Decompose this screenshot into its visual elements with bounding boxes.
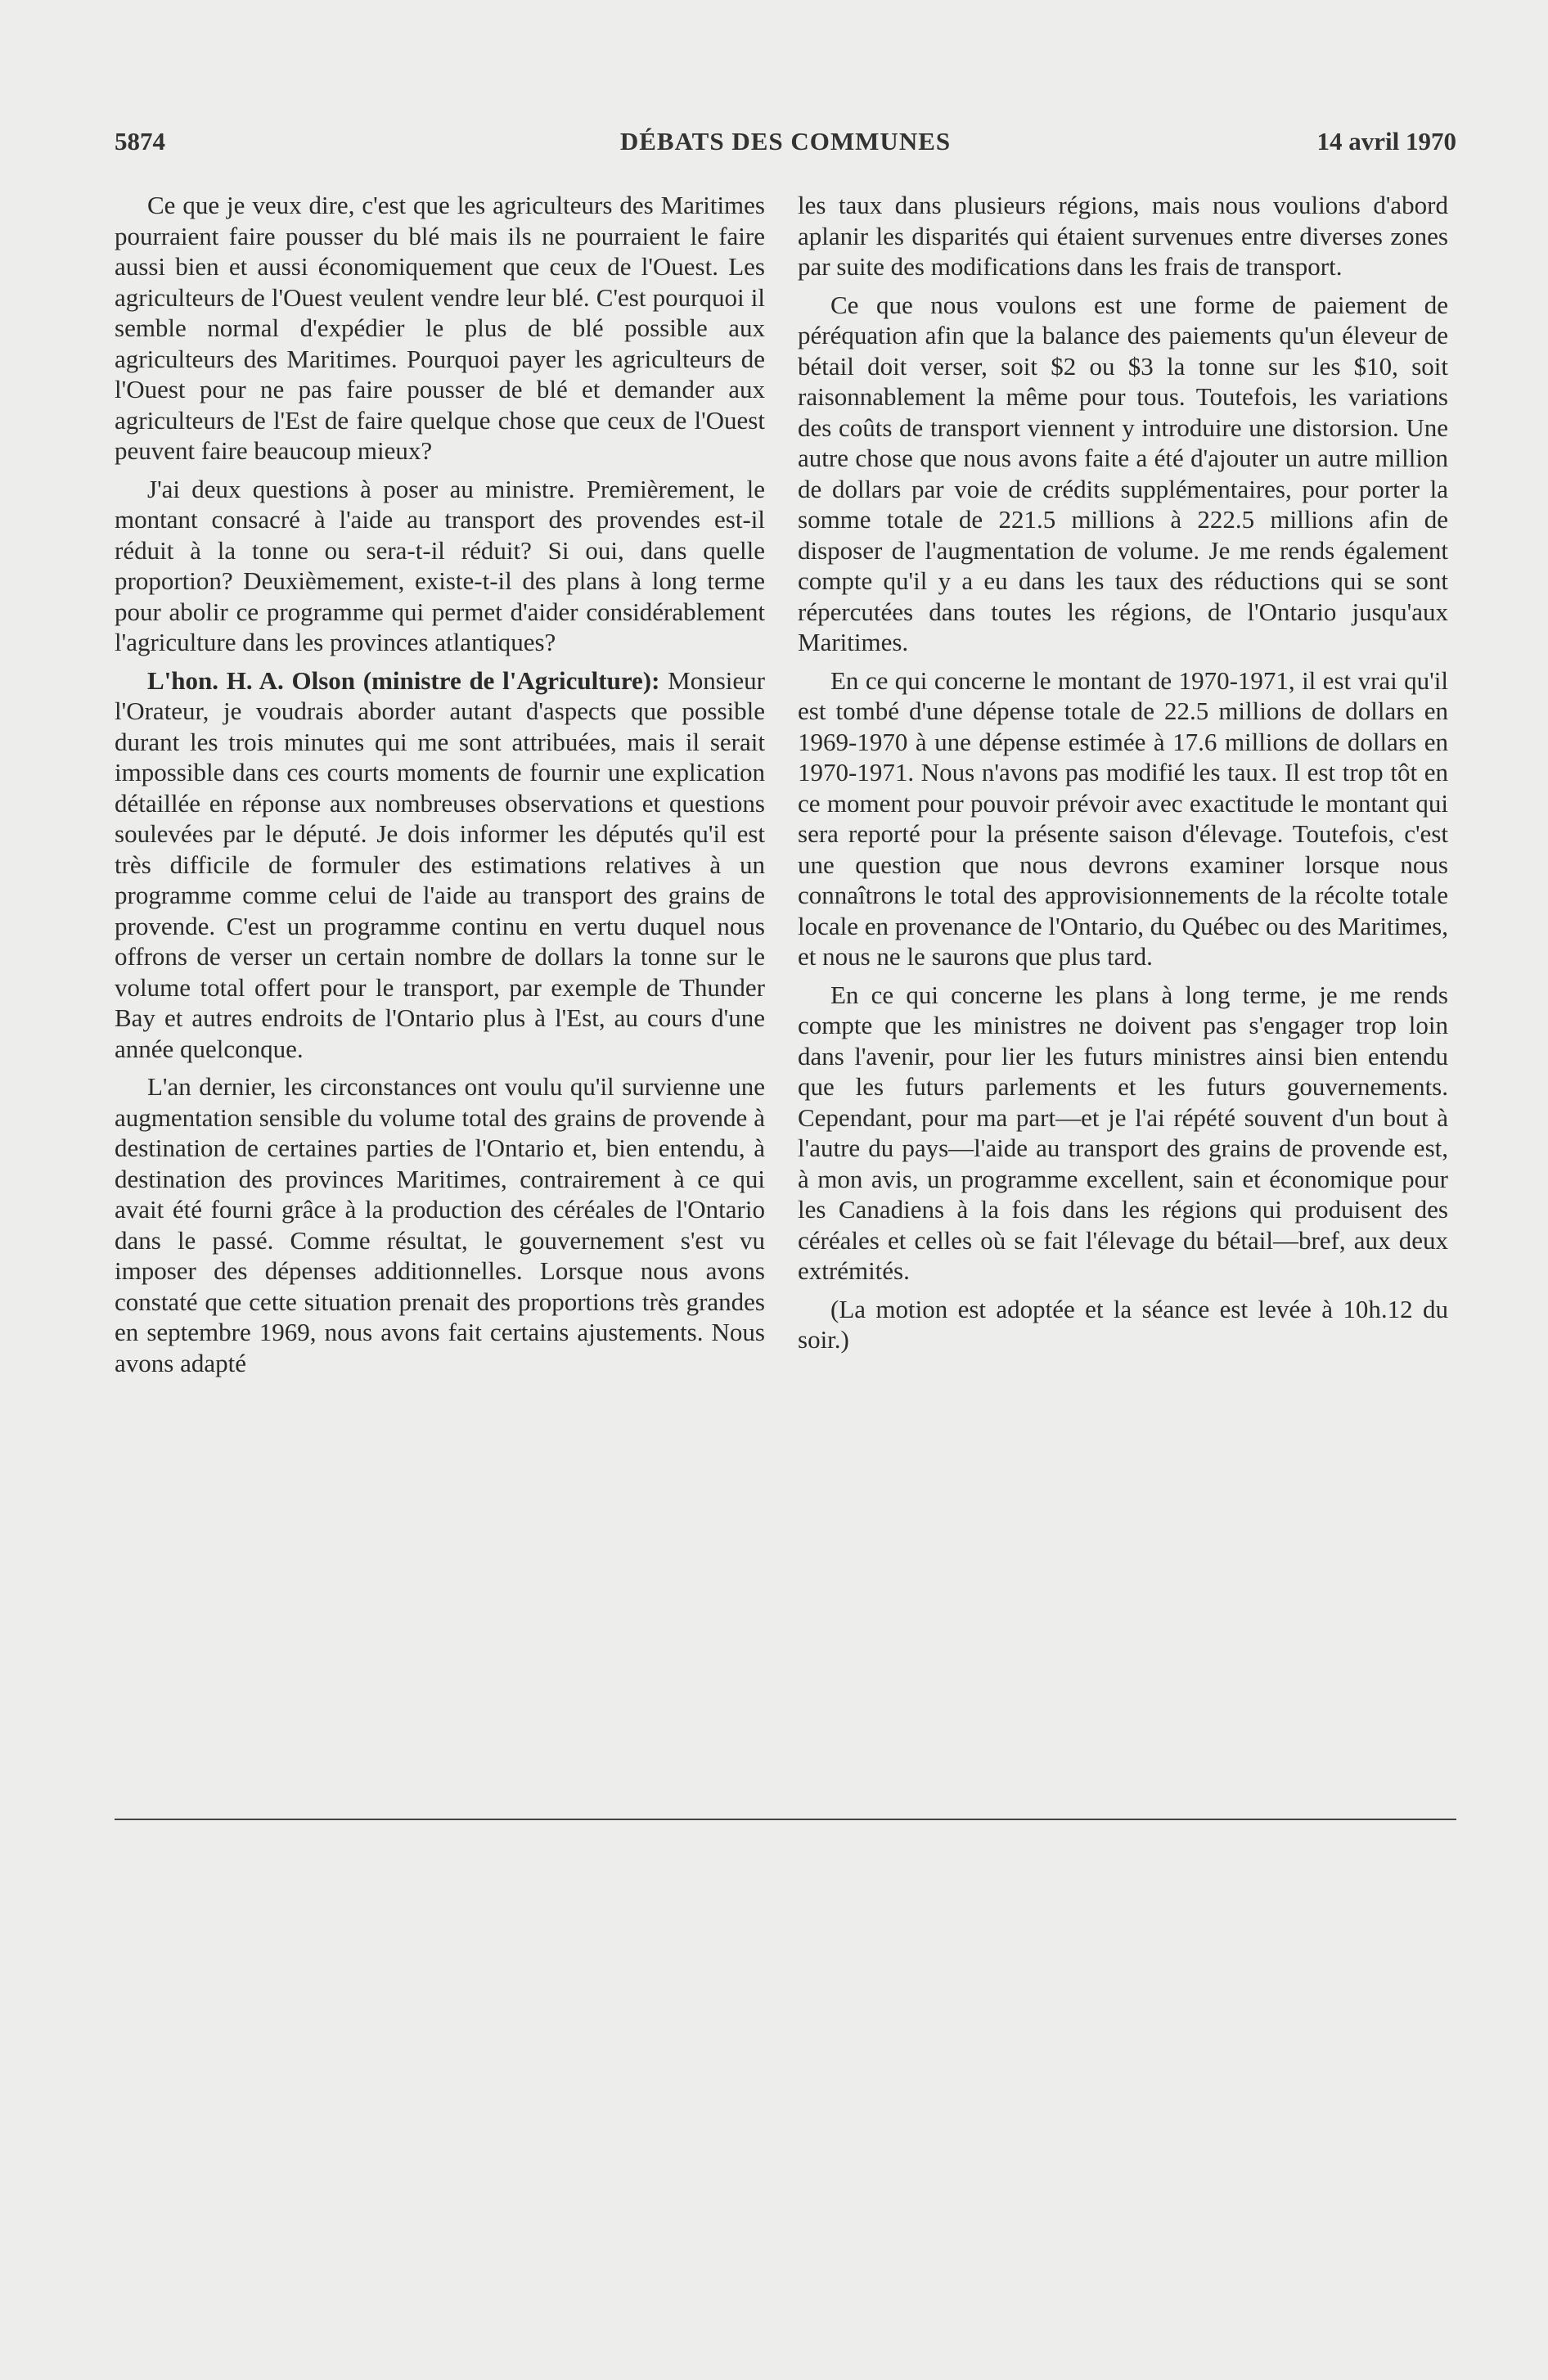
paragraph: Ce que nous voulons est une forme de paiement de péréquation afin que la balance des paiements qu'un éleveur de bétail doit verser, soit $2 ou $3 la tonne sur les $10, soit raisonnablement la même pour tous. Toutefois, les variations des coûts de transport viennent y introduire une distorsion. Une autre chose que nous avons faite a été d'ajouter un autre million de dollars par voie de crédits supplémentaires, pour porter la somme totale de 221.5 millions à 222.5 millions afin de disposer de l'augmentation de volume. Je me rends également compte qu'il y a eu dans les taux des réductions qui se sont répercutées dans toutes les régions, de l'Ontario jusqu'aux Maritimes. bbox=[798, 290, 1448, 656]
speaker-name: L'hon. H. A. Olson (ministre de l'Agriculture): bbox=[147, 665, 660, 695]
page-number: 5874 bbox=[115, 127, 165, 156]
speaker-text: Monsieur l'Orateur, je voudrais aborder autant d'aspects que possible durant les trois minutes qui me sont attribuées, mais il serait impossible dans ces courts moments de fournir une explication détaillée en réponse aux nombreuses observations et questions soulevées par le député. Je dois informer les députés qu'il est très difficile de formuler des estimations relatives à un programme comme celui de l'aide au transport des grains de provende. C'est un programme continu en vertu duquel nous offrons de verser un certain nombre de dollars la tonne sur le volume total offert pour le transport, par exemple de Thunder Bay et autres endroits de l'Ontario plus à l'Est, au cours d'une année quelconque. bbox=[115, 665, 765, 1063]
paragraph: L'an dernier, les circonstances ont voulu qu'il survienne une augmentation sensible du volume total des grains de provende à destination de certaines parties de l'Ontario et, bien entendu, à destination des provinces Maritimes, contrairement à ce qui avait été fourni grâce à la production des céréales de l'Ontario dans le passé. Comme résultat, le gouvernement s'est vu imposer des dépenses additionnelles. Lorsque nous avons constaté que cette situation prenait des proportions très grandes en septembre 1969, nous avons fait certains ajustements. Nous avons adapté bbox=[115, 1072, 765, 1377]
page-header bbox=[115, 127, 1456, 168]
publication-title: DÉBATS DES COMMUNES bbox=[619, 127, 952, 156]
closing-note: (La motion est adoptée et la séance est levée à 10h.12 du soir.) bbox=[798, 1294, 1448, 1354]
paragraph: En ce qui concerne le montant de 1970-1971, il est vrai qu'il est tombé d'une dépense totale de 22.5 millions de dollars en 1969-1970 à une dépense estimée à 17.6 millions de dollars en 1970-1971. Nous n'avons pas modifié les taux. Il est trop tôt en ce moment pour pouvoir prévoir avec exactitude le montant qui sera reporté pour la présente saison d'élevage. Toutefois, c'est une question que nous devrons examiner lorsque nous connaîtrons le total des approvisionnements de la récolte totale locale en provenance de l'Ontario, du Québec ou des Maritimes, et nous ne le saurons que plus tard. bbox=[798, 665, 1448, 971]
paragraph: J'ai deux questions à poser au ministre. Premièrement, le montant consacré à l'aide au transport des provendes est-il réduit à la tonne ou sera-t-il réduit? Si oui, dans quelle proportion? Deuxièmement, existe-t-il des plans à long terme pour abolir ce programme qui permet d'aider considérablement l'agriculture dans les provinces atlantiques? bbox=[115, 474, 765, 656]
paragraph: Ce que je veux dire, c'est que les agriculteurs des Maritimes pourraient faire pousser du blé mais ils ne pourraient le faire aussi bien et aussi économiquement que ceux de l'Ouest. Les agriculteurs de l'Ouest veulent vendre leur blé. C'est pourquoi il semble normal d'expédier le plus de blé possible aux agriculteurs des Maritimes. Pourquoi payer les agriculteurs de l'Ouest pour ne pas faire pousser de blé et demander aux agriculteurs de l'Est de faire quelque chose que ceux de l'Ouest peuvent faire beaucoup mieux? bbox=[115, 191, 765, 465]
paragraph: les taux dans plusieurs régions, mais nous voulions d'abord aplanir les disparités qui étaient survenues entre diverses zones par suite des modifications dans les frais de transport. bbox=[798, 191, 1448, 281]
publication-date: 14 avril 1970 bbox=[1316, 127, 1456, 156]
left-column bbox=[115, 190, 765, 1386]
speaker-paragraph bbox=[115, 665, 765, 1065]
right-column bbox=[798, 190, 1448, 1363]
section-divider bbox=[115, 1819, 1456, 1820]
paragraph: En ce qui concerne les plans à long terme, je me rends compte que les ministres ne doivent pas s'engager trop loin dans l'avenir, pour lier les futurs ministres ainsi bien entendu que les futurs parlements et les futurs gouvernements. Cependant, pour ma part—et je l'ai répété souvent d'un bout à l'autre du pays—l'aide au transport des grains de provende est, à mon avis, un programme excellent, sain et économique pour les Canadiens à la fois dans les régions qui produisent des céréales et celles où se fait l'élevage du bétail—bref, aux deux extrémités. bbox=[798, 980, 1448, 1285]
